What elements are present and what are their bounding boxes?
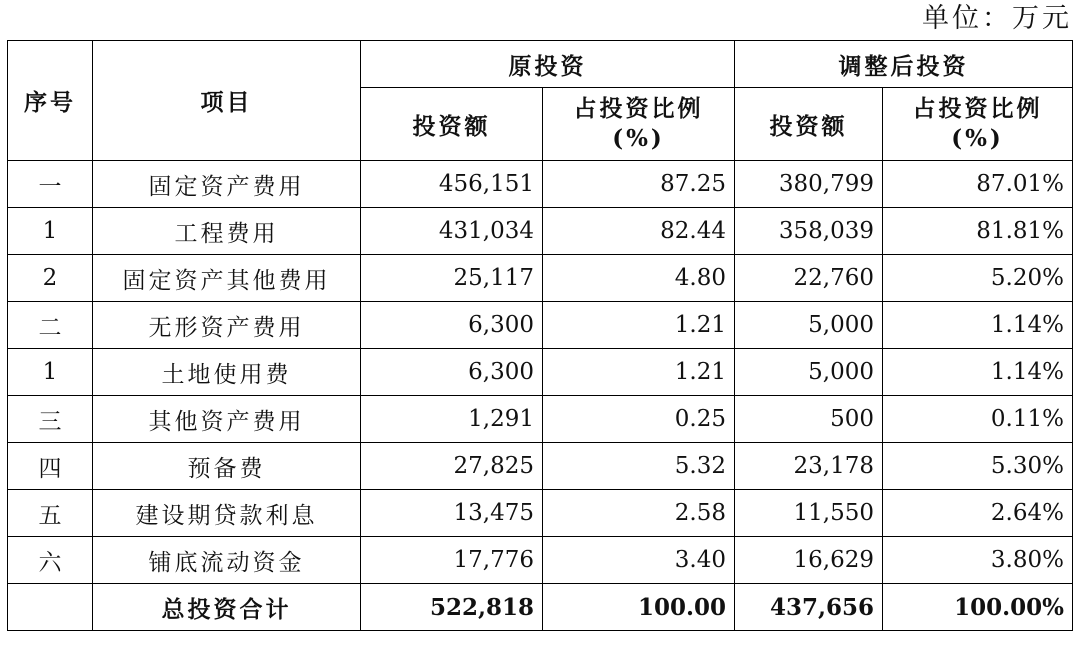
header-adjusted-investment: 调整后投资 [735, 41, 1073, 88]
row-original-amount: 27,825 [361, 443, 543, 490]
row-seq: 2 [8, 255, 93, 302]
row-item: 建设期贷款利息 [93, 490, 361, 537]
header-seq: 序号 [8, 41, 93, 161]
row-original-ratio: 4.80 [543, 255, 735, 302]
row-seq: 1 [8, 208, 93, 255]
row-seq: 1 [8, 349, 93, 396]
table-row [8, 255, 1073, 302]
table-row [8, 161, 1073, 208]
row-item: 预备费 [93, 443, 361, 490]
row-seq: 三 [8, 396, 93, 443]
investment-table [7, 40, 1073, 631]
row-original-ratio: 3.40 [543, 537, 735, 584]
row-adjusted-ratio: 87.01% [883, 161, 1073, 208]
row-original-amount: 17,776 [361, 537, 543, 584]
table-row [8, 349, 1073, 396]
table-row [8, 443, 1073, 490]
row-adjusted-ratio: 2.64% [883, 490, 1073, 537]
row-adjusted-ratio: 81.81% [883, 208, 1073, 255]
row-seq: 四 [8, 443, 93, 490]
row-original-ratio: 2.58 [543, 490, 735, 537]
header-original-amount: 投资额 [361, 88, 543, 161]
row-adjusted-amount: 5,000 [735, 349, 883, 396]
table-row [8, 490, 1073, 537]
row-item: 土地使用费 [93, 349, 361, 396]
row-seq: 二 [8, 302, 93, 349]
row-original-amount: 6,300 [361, 349, 543, 396]
header-original-ratio [543, 88, 735, 161]
row-item: 铺底流动资金 [93, 537, 361, 584]
row-seq: 五 [8, 490, 93, 537]
row-seq: 一 [8, 161, 93, 208]
row-original-ratio: 0.25 [543, 396, 735, 443]
unit-label: 单位：万元 [922, 3, 1072, 34]
row-original-ratio: 1.21 [543, 302, 735, 349]
row-adjusted-ratio: 0.11% [883, 396, 1073, 443]
header-adjusted-ratio [883, 88, 1073, 161]
total-adjusted-ratio: 100.00% [883, 584, 1073, 631]
row-adjusted-amount: 500 [735, 396, 883, 443]
row-original-amount: 25,117 [361, 255, 543, 302]
row-seq: 六 [8, 537, 93, 584]
header-original-ratio-line2: (%) [612, 125, 665, 152]
row-original-ratio: 5.32 [543, 443, 735, 490]
row-adjusted-amount: 22,760 [735, 255, 883, 302]
row-item: 无形资产费用 [93, 302, 361, 349]
row-original-amount: 431,034 [361, 208, 543, 255]
row-adjusted-ratio: 5.30% [883, 443, 1073, 490]
row-item: 固定资产其他费用 [93, 255, 361, 302]
row-adjusted-amount: 23,178 [735, 443, 883, 490]
total-row [8, 584, 1073, 631]
row-item: 其他资产费用 [93, 396, 361, 443]
table-row [8, 537, 1073, 584]
total-seq [8, 584, 93, 631]
row-original-amount: 6,300 [361, 302, 543, 349]
row-adjusted-amount: 358,039 [735, 208, 883, 255]
table-row [8, 208, 1073, 255]
total-item: 总投资合计 [93, 584, 361, 631]
table-row [8, 396, 1073, 443]
row-item: 工程费用 [93, 208, 361, 255]
row-original-amount: 1,291 [361, 396, 543, 443]
row-original-amount: 456,151 [361, 161, 543, 208]
row-original-ratio: 82.44 [543, 208, 735, 255]
header-adjusted-amount: 投资额 [735, 88, 883, 161]
row-adjusted-ratio: 5.20% [883, 255, 1073, 302]
header-original-ratio-line1: 占投资比例 [573, 95, 704, 122]
header-adjusted-ratio-line1: 占投资比例 [912, 95, 1043, 122]
header-original-investment: 原投资 [361, 41, 735, 88]
row-item: 固定资产费用 [93, 161, 361, 208]
row-adjusted-ratio: 3.80% [883, 537, 1073, 584]
row-adjusted-ratio: 1.14% [883, 302, 1073, 349]
row-original-ratio: 87.25 [543, 161, 735, 208]
row-adjusted-ratio: 1.14% [883, 349, 1073, 396]
total-original-ratio: 100.00 [543, 584, 735, 631]
row-adjusted-amount: 380,799 [735, 161, 883, 208]
row-adjusted-amount: 5,000 [735, 302, 883, 349]
table-row [8, 302, 1073, 349]
row-original-ratio: 1.21 [543, 349, 735, 396]
row-adjusted-amount: 11,550 [735, 490, 883, 537]
row-original-amount: 13,475 [361, 490, 543, 537]
total-original-amount: 522,818 [361, 584, 543, 631]
header-item: 项目 [93, 41, 361, 161]
total-adjusted-amount: 437,656 [735, 584, 883, 631]
header-adjusted-ratio-line2: (%) [951, 125, 1004, 152]
row-adjusted-amount: 16,629 [735, 537, 883, 584]
